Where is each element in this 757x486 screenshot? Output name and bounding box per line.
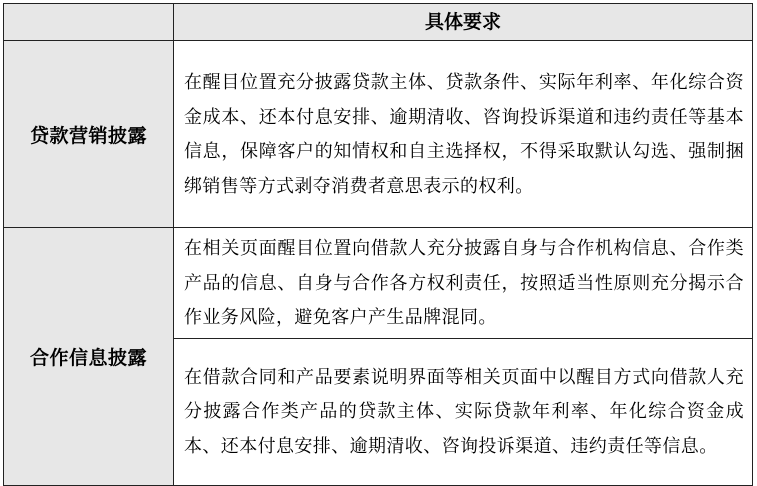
requirement-cell: 在醒目位置充分披露贷款主体、贷款条件、实际年利率、年化综合资金成本、还本付息安排、逾期清收、咨询投诉渠道和违约责任等基本信息，保障客户的知情权和自主选择权，不得采取默认勾选、强制捆绑销售等方式剥夺消费者意思表示的权利。 bbox=[174, 41, 753, 228]
requirement-cell: 在借款合同和产品要素说明界面等相关页面中以醒目方式向借款人充分披露合作类产品的贷款主体、实际贷款年利率、年化综合资金成本、还本付息安排、逾期清收、咨询投诉渠道、违约责任等信息。 bbox=[174, 338, 753, 485]
header-cell-empty bbox=[4, 4, 174, 41]
category-cell-cooperation-disclosure: 合作信息披露 bbox=[4, 228, 174, 486]
header-requirements-label: 具体要求 bbox=[424, 11, 501, 33]
table-row bbox=[4, 41, 753, 228]
table-row bbox=[4, 228, 753, 339]
header-cell-requirements bbox=[174, 4, 753, 41]
table-header-row bbox=[4, 4, 753, 41]
requirement-cell: 在相关页面醒目位置向借款人充分披露自身与合作机构信息、合作类产品的信息、自身与合作各方权利责任，按照适当性原则充分揭示合作业务风险，避免客户产生品牌混同。 bbox=[174, 228, 753, 339]
category-cell-marketing-disclosure: 贷款营销披露 bbox=[4, 41, 174, 228]
disclosure-requirements-table bbox=[3, 3, 753, 486]
